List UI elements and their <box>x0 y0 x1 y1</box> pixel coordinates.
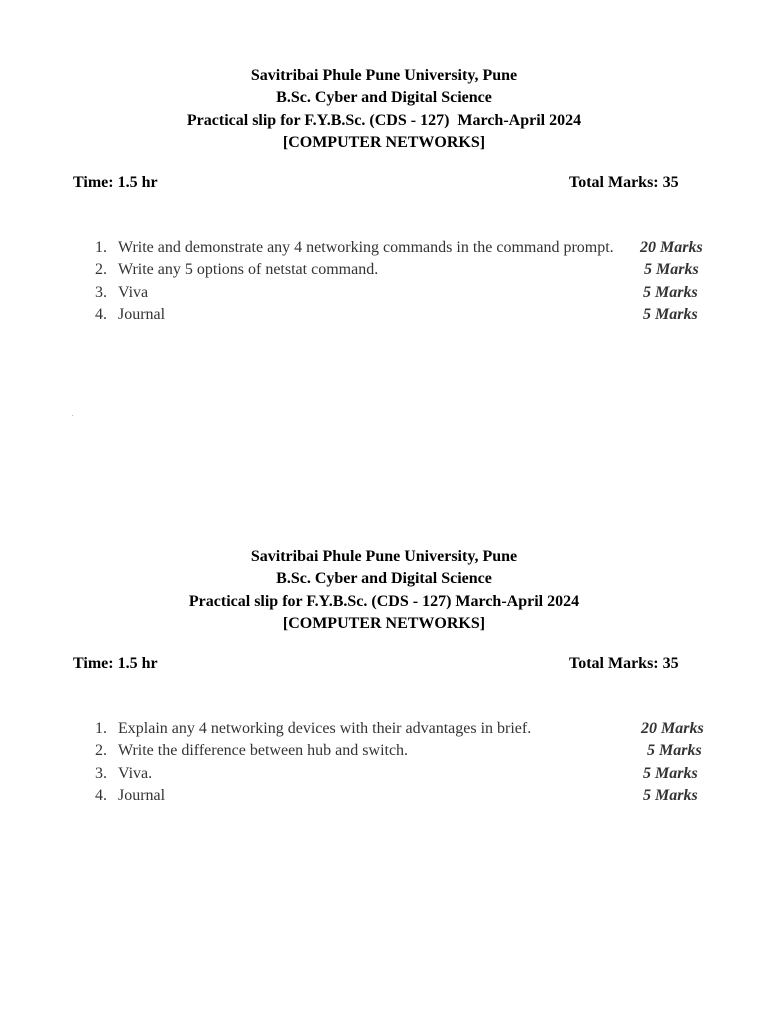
question-text: Viva <box>118 283 149 301</box>
question-number: 4. <box>95 306 107 324</box>
question-item <box>0 304 768 326</box>
time-label: Time: 1.5 hr <box>73 655 158 673</box>
question-marks: 5 Marks <box>643 764 698 782</box>
question-marks: 5 Marks <box>644 261 699 279</box>
page-speck <box>72 415 73 416</box>
slip-title: Practical slip for F.Y.B.Sc. (CDS - 127) March-April 2024 <box>188 592 580 610</box>
question-item <box>0 237 768 259</box>
question-marks: 5 Marks <box>643 306 698 324</box>
question-marks: 5 Marks <box>643 283 698 301</box>
program-name: B.Sc. Cyber and Digital Science <box>276 89 492 107</box>
question-marks: 5 Marks <box>647 742 702 760</box>
question-number: 1. <box>95 239 107 257</box>
slip-title: Practical slip for F.Y.B.Sc. (CDS - 127) March-April 2024 <box>186 111 582 129</box>
question-text: Viva. <box>118 764 153 782</box>
question-number: 2. <box>95 742 107 760</box>
subject-name: [COMPUTER NETWORKS] <box>282 133 486 151</box>
question-number: 4. <box>95 787 107 805</box>
question-number: 3. <box>95 764 107 782</box>
question-item <box>0 282 768 304</box>
question-number: 1. <box>95 720 107 738</box>
slip-header <box>0 546 768 635</box>
question-marks: 5 Marks <box>643 787 698 805</box>
total-marks-label: Total Marks: 35 <box>569 174 679 192</box>
practical-slip-2 <box>0 546 768 807</box>
question-text: Journal <box>118 306 166 324</box>
question-item <box>0 718 768 740</box>
question-number: 2. <box>95 261 107 279</box>
university-name: Savitribai Phule Pune University, Pune <box>250 548 518 565</box>
question-marks: 20 Marks <box>641 720 704 738</box>
question-text: Journal <box>118 787 166 805</box>
subject-name: [COMPUTER NETWORKS] <box>282 614 486 632</box>
time-label: Time: 1.5 hr <box>73 174 158 192</box>
question-item <box>0 785 768 807</box>
university-name: Savitribai Phule Pune University, Pune <box>250 67 518 84</box>
exam-meta <box>0 655 768 677</box>
question-number: 3. <box>95 283 107 301</box>
question-list <box>0 237 768 326</box>
exam-meta <box>0 174 768 196</box>
question-list <box>0 718 768 807</box>
program-name: B.Sc. Cyber and Digital Science <box>276 570 492 588</box>
practical-slip-1 <box>0 65 768 326</box>
question-text: Write the difference between hub and switch. <box>118 742 409 760</box>
total-marks-label: Total Marks: 35 <box>569 655 679 673</box>
question-text: Write any 5 options of netstat command. <box>118 261 379 279</box>
question-item <box>0 259 768 281</box>
question-text: Explain any 4 networking devices with their advantages in brief. <box>118 720 532 738</box>
question-marks: 20 Marks <box>640 239 703 257</box>
question-text: Write and demonstrate any 4 networking commands in the command prompt. <box>118 239 614 257</box>
question-item <box>0 740 768 762</box>
question-item <box>0 763 768 785</box>
slip-header <box>0 65 768 154</box>
